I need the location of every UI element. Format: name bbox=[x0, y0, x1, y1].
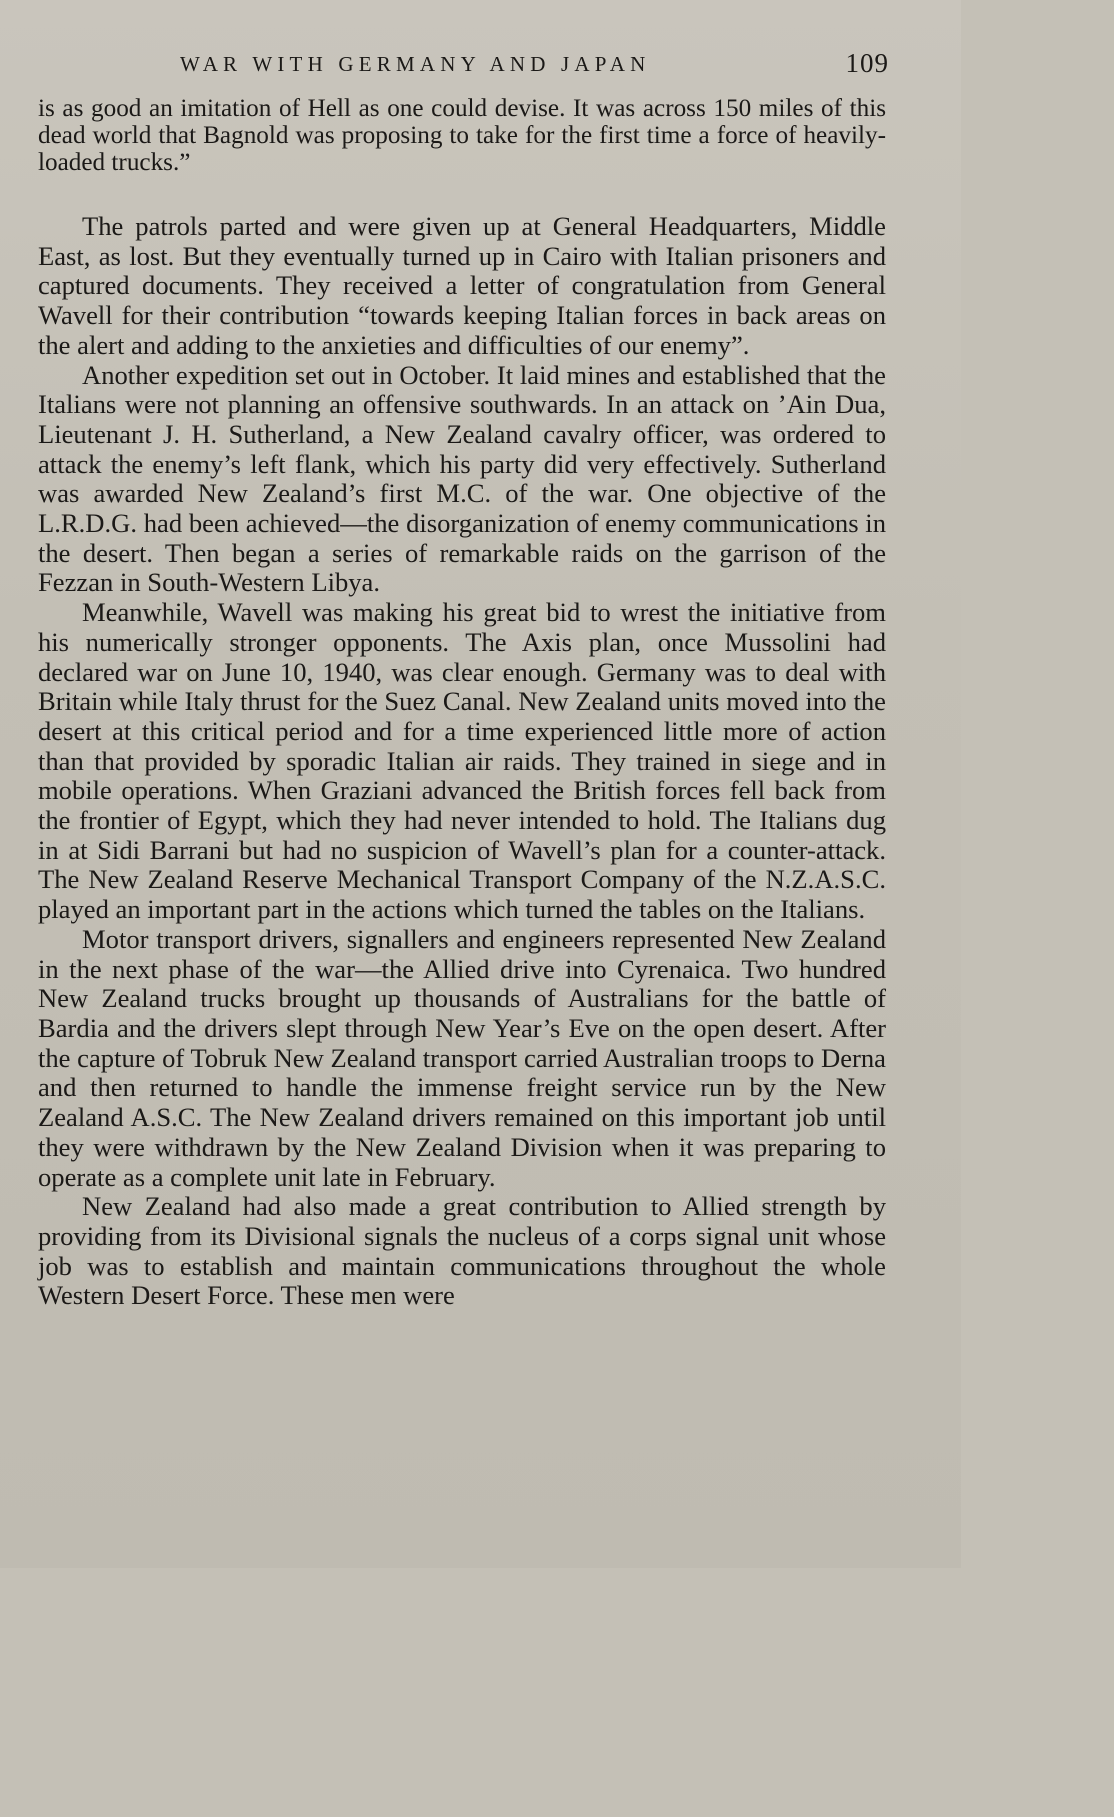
running-head: WAR WITH GERMANY AND JAPAN bbox=[180, 52, 651, 76]
paragraph-4: Meanwhile, Wavell was making his great bid to wrest the initiative from his numerically stronger opponents. The Axis plan, once Mussolini had declared war on June 10, 1940, was clear enough. Germany was to deal with Britain while Italy thrust for the Suez Canal. New Zealand units moved into the desert at this critical period and for a time experienced little more of action than that provided by sporadic Italian air raids. They trained in siege and in mobile operations. When Graziani advanced the British forces fell back from the frontier of Egypt, which they had never intended to hold. The Italians dug in at Sidi Barrani but had no suspicion of Wavell’s plan for a counter-attack. The New Zealand Reserve Mechanical Transport Company of the N.Z.A.S.C. played an important part in the actions which turned the tables on the Italians. bbox=[38, 597, 886, 925]
paragraph-6: New Zealand had also made a great contribution to Allied strength by providing from its Divisional signals the nucleus of a corps signal unit whose job was to establish and maintain communications throughout the whole Western Desert Force. These men were bbox=[38, 1191, 886, 1311]
paragraph-3: Another expedition set out in October. It laid mines and established that the Italians were not planning an offensive southwards. In an attack on ’Ain Dua, Lieutenant J. H. Sutherland, a New Zealand cavalry officer, was ordered to attack the enemy’s left flank, which his party did very effectively. Sutherland was awarded New Zealand’s first M.C. of the war. One objective of the L.R.D.G. had been achieved—the disorganization of enemy communications in the desert. Then began a series of remarkable raids on the garrison of the Fezzan in South-Western Libya. bbox=[38, 359, 886, 598]
main-text-block bbox=[38, 212, 886, 1311]
opening-quote-block bbox=[38, 95, 886, 177]
paragraph-2: The patrols parted and were given up at General Headquarters, Middle East, as lost. But they eventually turned up in Cairo with Italian prisoners and captured documents. They received a letter of congratulation from General Wavell for their contribution “towards keeping Italian forces in back areas on the alert and adding to the anxieties and difficulties of our enemy”. bbox=[38, 211, 886, 360]
paragraph-5: Motor transport drivers, signallers and engineers represented New Zealand in the next phase of the war—the Allied drive into Cyrenaica. Two hundred New Zealand trucks brought up thousands of Australians for the battle of Bardia and the drivers slept through New Year’s Eve on the open desert. After the capture of Tobruk New Zealand transport carried Australian troops to Derna and then returned to handle the immense freight service run by the New Zealand A.S.C. The New Zealand drivers remained on this important job until they were withdrawn by the New Zealand Division when it was preparing to operate as a complete unit late in February. bbox=[38, 923, 886, 1192]
paragraph-1: is as good an imitation of Hell as one could devise. It was across 150 miles of this dead world that Bagnold was proposing to take for the first time a force of heavily-loaded trucks.” bbox=[38, 95, 886, 177]
page-number: 109 bbox=[845, 48, 889, 78]
